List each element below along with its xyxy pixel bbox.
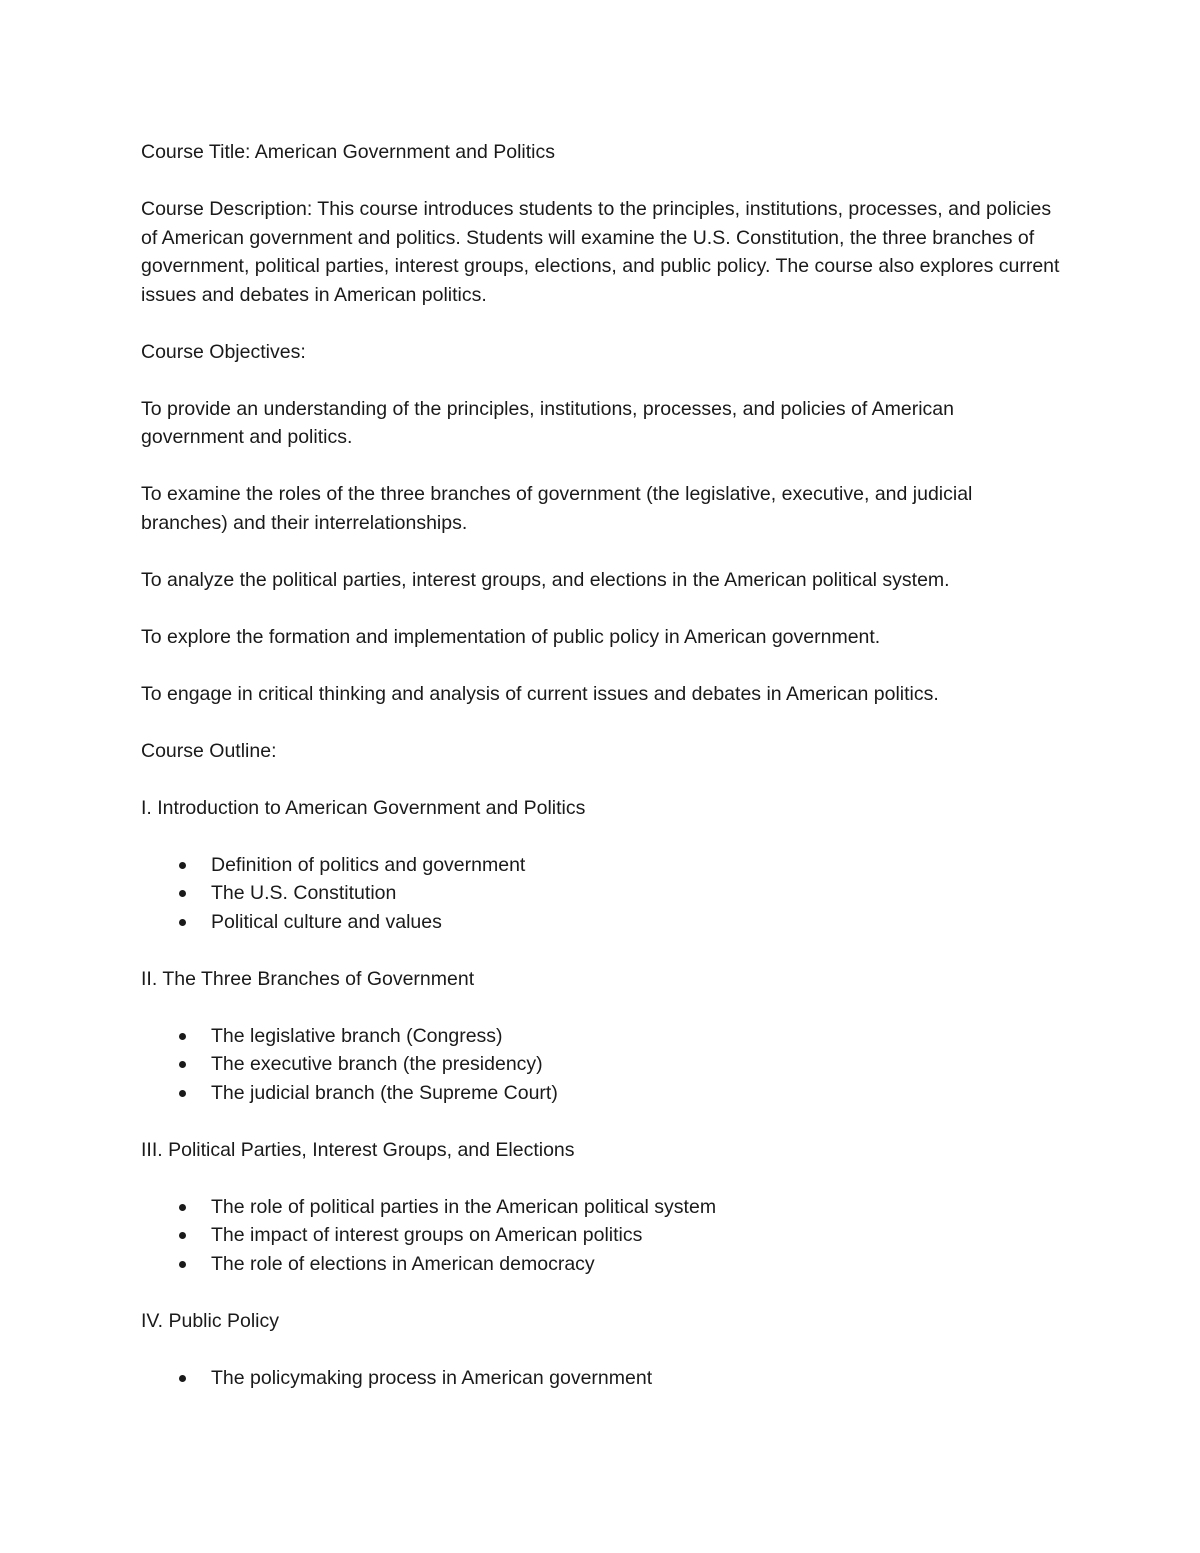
section-heading: I. Introduction to American Government and Politics bbox=[141, 796, 586, 819]
objective-item: To examine the roles of the three branches of government (the legislative, executive, and judicial branches) and their interrelationships. bbox=[141, 483, 973, 534]
section-heading: II. The Three Branches of Government bbox=[141, 967, 475, 990]
bullet-text: The U.S. Constitution bbox=[211, 882, 397, 904]
course-description: Course Description: This course introduces students to the principles, institutions, processes, and policies of American government and politics. Students will examine the U.S. Constitution, the three branches of government, political parties, interest groups, elections, and public policy. The course also explores current issues and debates in American politics. bbox=[141, 198, 1060, 306]
bullet-icon bbox=[179, 1090, 186, 1097]
course-title: Course Title: American Government and Politics bbox=[141, 141, 556, 163]
bullet-text: Definition of politics and government bbox=[211, 853, 526, 876]
document-body bbox=[141, 138, 1061, 1421]
bullet-item bbox=[141, 1221, 1061, 1250]
bullet-item bbox=[141, 1079, 1061, 1108]
bullet-icon bbox=[179, 890, 186, 897]
section-bullet-list bbox=[141, 1193, 1061, 1279]
section-bullet-list bbox=[141, 1364, 1061, 1393]
bullet-item bbox=[141, 908, 1061, 937]
bullet-icon bbox=[179, 862, 186, 869]
objectives-heading: Course Objectives: bbox=[141, 340, 306, 363]
section-heading: IV. Public Policy bbox=[141, 1309, 280, 1332]
bullet-icon bbox=[179, 1061, 186, 1068]
bullet-icon bbox=[179, 919, 186, 926]
objective-item: To analyze the political parties, interest groups, and elections in the American political system. bbox=[141, 568, 950, 591]
bullet-icon bbox=[179, 1033, 186, 1040]
bullet-text: The policymaking process in American government bbox=[211, 1366, 653, 1389]
bullet-item bbox=[141, 1250, 1061, 1279]
bullet-icon bbox=[179, 1204, 186, 1211]
bullet-text: The executive branch (the presidency) bbox=[211, 1053, 543, 1075]
bullet-text: Political culture and values bbox=[211, 910, 442, 933]
bullet-item bbox=[141, 1022, 1061, 1051]
bullet-text: The role of elections in American democracy bbox=[211, 1252, 595, 1275]
section-bullet-list bbox=[141, 851, 1061, 937]
outline-heading: Course Outline: bbox=[141, 739, 277, 762]
bullet-item bbox=[141, 879, 1061, 908]
bullet-text: The legislative branch (Congress) bbox=[211, 1024, 503, 1047]
section-heading: III. Political Parties, Interest Groups, and Elections bbox=[141, 1138, 575, 1161]
bullet-text: The role of political parties in the American political system bbox=[211, 1195, 717, 1218]
objective-item: To explore the formation and implementation of public policy in American government. bbox=[141, 625, 881, 648]
bullet-icon bbox=[179, 1261, 186, 1268]
section-bullet-list bbox=[141, 1022, 1061, 1108]
bullet-text: The judicial branch (the Supreme Court) bbox=[211, 1081, 558, 1104]
bullet-item bbox=[141, 851, 1061, 880]
objective-item: To provide an understanding of the principles, institutions, processes, and policies of American government and politics. bbox=[141, 397, 954, 448]
bullet-icon bbox=[179, 1375, 186, 1382]
bullet-text: The impact of interest groups on American politics bbox=[211, 1224, 643, 1246]
objective-item: To engage in critical thinking and analysis of current issues and debates in American politics. bbox=[141, 682, 939, 705]
bullet-item bbox=[141, 1364, 1061, 1393]
bullet-icon bbox=[179, 1232, 186, 1239]
bullet-item bbox=[141, 1050, 1061, 1079]
bullet-item bbox=[141, 1193, 1061, 1222]
